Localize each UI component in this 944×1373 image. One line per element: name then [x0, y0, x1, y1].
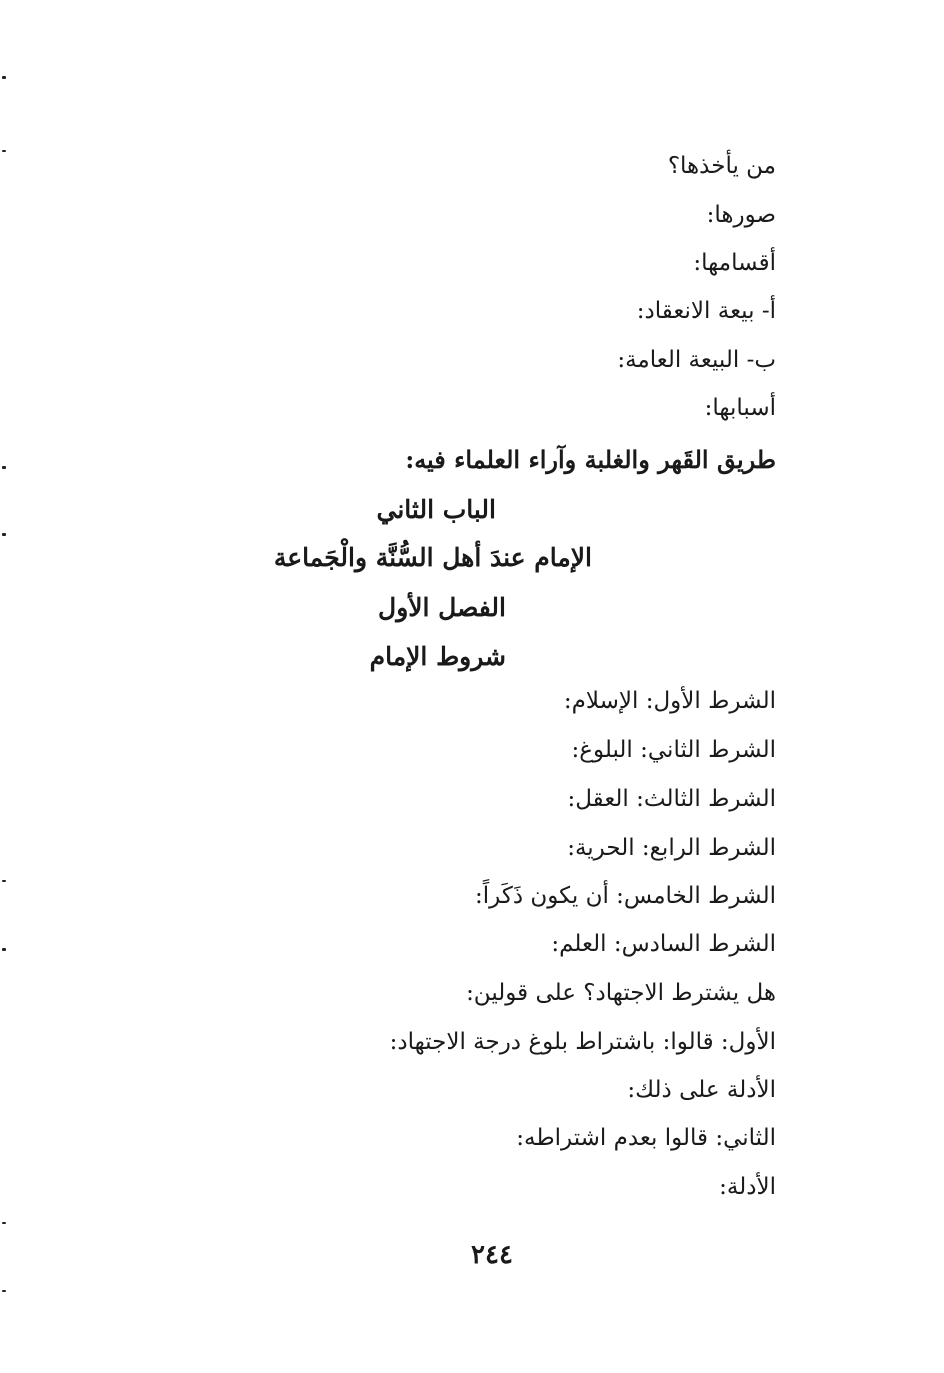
scan-speck	[2, 880, 6, 882]
scan-speck	[2, 1222, 6, 1224]
ijtihad-second-evidence: الأدلة:	[719, 1174, 776, 1200]
scan-speck	[2, 76, 6, 79]
outline-line-bayah-ammah: ب- البيعة العامة:	[617, 347, 776, 373]
scan-speck	[2, 466, 6, 469]
ijtihad-first-view: الأول: قالوا: باشتراط بلوغ درجة الاجتهاد:	[389, 1029, 776, 1055]
outline-line-forms: صورها:	[706, 202, 776, 228]
condition-2: الشرط الثاني: البلوغ:	[571, 737, 776, 763]
ijtihad-first-evidence: الأدلة على ذلك:	[627, 1077, 776, 1103]
heading-section: الفصل الأول	[378, 593, 506, 622]
scan-speck	[2, 150, 6, 152]
ijtihad-question: هل يشترط الاجتهاد؟ على قولين:	[466, 980, 776, 1006]
outline-line-who-takes: من يأخذها؟	[667, 153, 776, 179]
condition-4: الشرط الرابع: الحرية:	[567, 835, 776, 861]
condition-3: الشرط الثالث: العقل:	[567, 786, 776, 812]
scan-speck	[2, 1290, 6, 1292]
condition-6: الشرط السادس: العلم:	[551, 931, 776, 957]
scan-speck	[2, 533, 6, 536]
scan-speck	[2, 948, 6, 951]
heading-imam-ahl-sunnah: الإمام عندَ أهل السُّنَّة والْجَماعة	[273, 543, 592, 572]
outline-line-coercion: طريق القَهر والغلبة وآراء العلماء فيه:	[405, 445, 776, 474]
outline-line-bayah-inaqad: أ- بيعة الانعقاد:	[636, 298, 776, 324]
outline-line-types: أقسامها:	[693, 250, 776, 276]
condition-5: الشرط الخامس: أن يكون ذَكَراً:	[475, 883, 776, 909]
heading-imam-conditions: شروط الإمام	[369, 642, 506, 671]
page-number: ٢٤٤	[471, 1240, 513, 1270]
ijtihad-second-view: الثاني: قالوا بعدم اشتراطه:	[516, 1125, 776, 1151]
heading-chapter: الباب الثاني	[376, 495, 496, 524]
outline-line-causes: أسبابها:	[704, 395, 776, 421]
condition-1: الشرط الأول: الإسلام:	[563, 688, 776, 714]
